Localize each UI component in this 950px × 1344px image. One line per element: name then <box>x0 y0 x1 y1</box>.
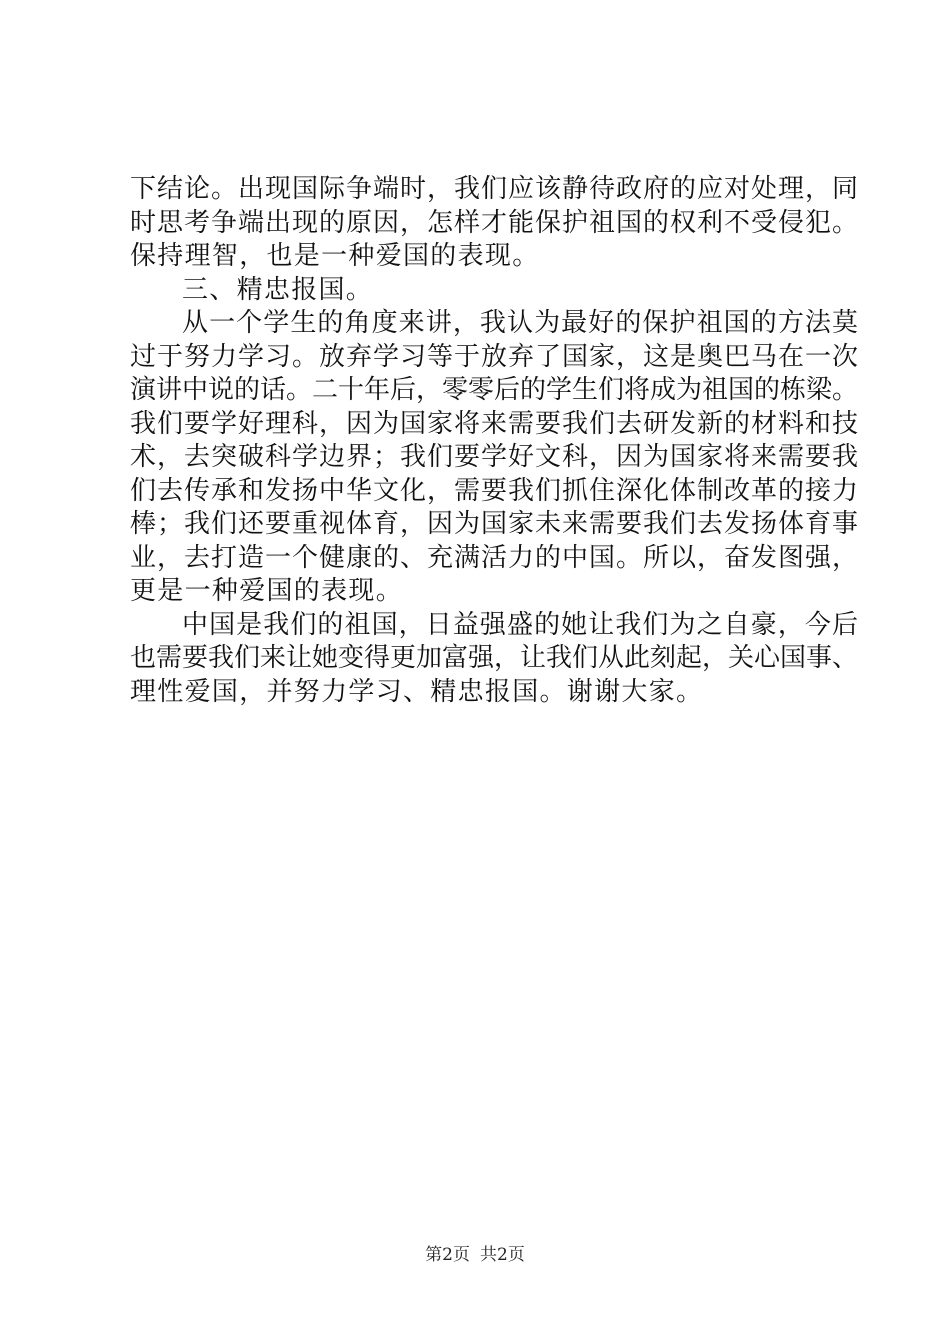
text-line: 们去传承和发扬中华文化，需要我们抓住深化体制改革的接力 <box>130 475 858 506</box>
page-footer <box>0 1243 950 1267</box>
page-total: 共2页 <box>480 1245 525 1265</box>
text-line: 也需要我们来让她变得更加富强，让我们从此刻起，关心国事、 <box>130 643 859 673</box>
text-line: 中国是我们的祖国，日益强盛的她让我们为之自豪，今后 <box>182 609 858 640</box>
page-number: 第2页 <box>425 1245 470 1265</box>
body-text <box>130 173 858 709</box>
text-line: 棒；我们还要重视体育，因为国家未来需要我们去发扬体育事 <box>130 509 858 539</box>
text-line: 时思考争端出现的原因，怎样才能保护祖国的权利不受侵犯。 <box>130 207 858 238</box>
text-line: 我们要学好理科，因为国家将来需要我们去研发新的材料和技 <box>130 408 858 439</box>
text-line: 过于努力学习。放弃学习等于放弃了国家，这是奥巴马在一次 <box>130 341 858 372</box>
text-line: 下结论。出现国际争端时，我们应该静待政府的应对处理，同 <box>130 174 858 204</box>
text-line: 保持理智，也是一种爱国的表现。 <box>130 241 540 271</box>
text-line: 从一个学生的角度来讲，我认为最好的保护祖国的方法莫 <box>182 308 858 338</box>
text-line: 术，去突破科学边界；我们要学好文科，因为国家将来需要我 <box>130 442 858 472</box>
text-line: 业，去打造一个健康的、充满活力的中国。所以，奋发图强， <box>130 542 858 573</box>
text-line: 更是一种爱国的表现。 <box>130 576 404 606</box>
section-heading: 三、精忠报国。 <box>182 274 374 305</box>
text-line: 理性爱国，并努力学习、精忠报国。谢谢大家。 <box>130 676 704 707</box>
text-line: 演讲中说的话。二十年后，零零后的学生们将成为祖国的栋梁。 <box>130 375 859 405</box>
